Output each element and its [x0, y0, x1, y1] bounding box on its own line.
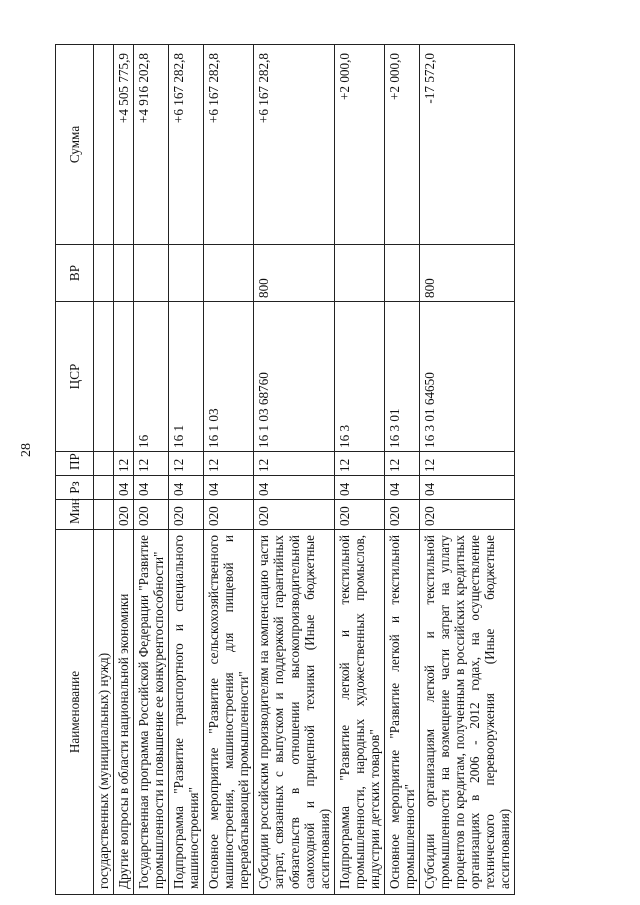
row-pr: 12	[134, 452, 169, 476]
row-vr	[384, 245, 419, 302]
row-min: 020	[114, 500, 134, 530]
table-row	[114, 45, 134, 895]
row-min: 020	[334, 500, 384, 530]
row-rz: 04	[334, 476, 384, 500]
row-sum: -17 572,0	[419, 45, 514, 245]
table-row	[419, 45, 514, 895]
row-sum: +2 000,0	[384, 45, 419, 245]
header-pr: ПР	[56, 452, 94, 476]
row-min: 020	[384, 500, 419, 530]
row-vr	[134, 245, 169, 302]
row-sum: +4 505 775,9	[114, 45, 134, 245]
row-min	[94, 500, 114, 530]
row-name: Подпрограмма "Развитие транспортного и специального машиностроения"	[169, 530, 204, 895]
row-csr	[114, 302, 134, 452]
row-min: 020	[419, 500, 514, 530]
row-csr: 16 3 01	[384, 302, 419, 452]
row-rz	[94, 476, 114, 500]
row-sum: +4 916 202,8	[134, 45, 169, 245]
row-vr	[94, 245, 114, 302]
table-header-row	[56, 45, 94, 895]
row-rz: 04	[254, 476, 334, 500]
row-name: Субсидии российским производителям на компенсацию части затрат, связанных с выпуском и поддержкой гарантийных обязательств в отношении высокопроизводительной самоходной и прицепной техники (Иные бюджетные ассигнования)	[254, 530, 334, 895]
page-number: 28	[19, 443, 34, 457]
row-name: Субсидии организациям легкой и текстильной промышленности на возмещение части затрат на уплату процентов по кредитам, полученным в российских кредитных организациях в 2006 - 2012 годах, на осуществление технического перевооружения (Иные бюджетные ассигнования)	[419, 530, 514, 895]
table-row	[94, 45, 114, 895]
row-name: Основное мероприятие "Развитие легкой и текстильной промышленности"	[384, 530, 419, 895]
row-vr	[114, 245, 134, 302]
row-sum: +6 167 282,8	[204, 45, 254, 245]
row-rz: 04	[114, 476, 134, 500]
row-name: Основное мероприятие "Развитие сельскохозяйственного машиностроения, машиностроения для пищевой и перерабатывающей промышленности"	[204, 530, 254, 895]
row-rz: 04	[204, 476, 254, 500]
row-sum: +6 167 282,8	[169, 45, 204, 245]
row-sum: +6 167 282,8	[254, 45, 334, 245]
row-name: Подпрограмма "Развитие легкой и текстильной промышленности, народных художественных промыслов, индустрии детских товаров"	[334, 530, 384, 895]
table-row	[334, 45, 384, 895]
row-sum	[94, 45, 114, 245]
row-name: Государственная программа Российской Федерации "Развитие промышленности и повышение ее конкурентоспособности"	[134, 530, 169, 895]
header-sum: Сумма	[56, 45, 94, 245]
row-rz: 04	[419, 476, 514, 500]
header-rz: Рз	[56, 476, 94, 500]
row-pr: 12	[114, 452, 134, 476]
row-pr	[94, 452, 114, 476]
row-csr	[94, 302, 114, 452]
table-row	[254, 45, 334, 895]
header-min: Мин	[56, 500, 94, 530]
budget-table	[55, 44, 515, 895]
row-csr: 16 3 01 64650	[419, 302, 514, 452]
row-pr: 12	[204, 452, 254, 476]
row-vr	[169, 245, 204, 302]
row-rz: 04	[384, 476, 419, 500]
row-name: Другие вопросы в области национальной экономики	[114, 530, 134, 895]
table-row	[384, 45, 419, 895]
row-csr: 16 1 03 68760	[254, 302, 334, 452]
row-pr: 12	[334, 452, 384, 476]
table-row	[169, 45, 204, 895]
row-sum: +2 000,0	[334, 45, 384, 245]
row-name: государственных (муниципальных) нужд)	[94, 530, 114, 895]
row-csr: 16	[134, 302, 169, 452]
row-vr	[334, 245, 384, 302]
row-pr: 12	[384, 452, 419, 476]
row-vr: 800	[254, 245, 334, 302]
header-csr: ЦСР	[56, 302, 94, 452]
row-min: 020	[169, 500, 204, 530]
row-min: 020	[134, 500, 169, 530]
table-row	[204, 45, 254, 895]
row-csr: 16 1	[169, 302, 204, 452]
row-min: 020	[254, 500, 334, 530]
row-vr: 800	[419, 245, 514, 302]
row-pr: 12	[419, 452, 514, 476]
row-rz: 04	[134, 476, 169, 500]
row-csr: 16 1 03	[204, 302, 254, 452]
header-name: Наименование	[56, 530, 94, 895]
row-pr: 12	[254, 452, 334, 476]
table-row	[134, 45, 169, 895]
header-vr: ВР	[56, 245, 94, 302]
row-vr	[204, 245, 254, 302]
row-min: 020	[204, 500, 254, 530]
row-pr: 12	[169, 452, 204, 476]
row-rz: 04	[169, 476, 204, 500]
row-csr: 16 3	[334, 302, 384, 452]
